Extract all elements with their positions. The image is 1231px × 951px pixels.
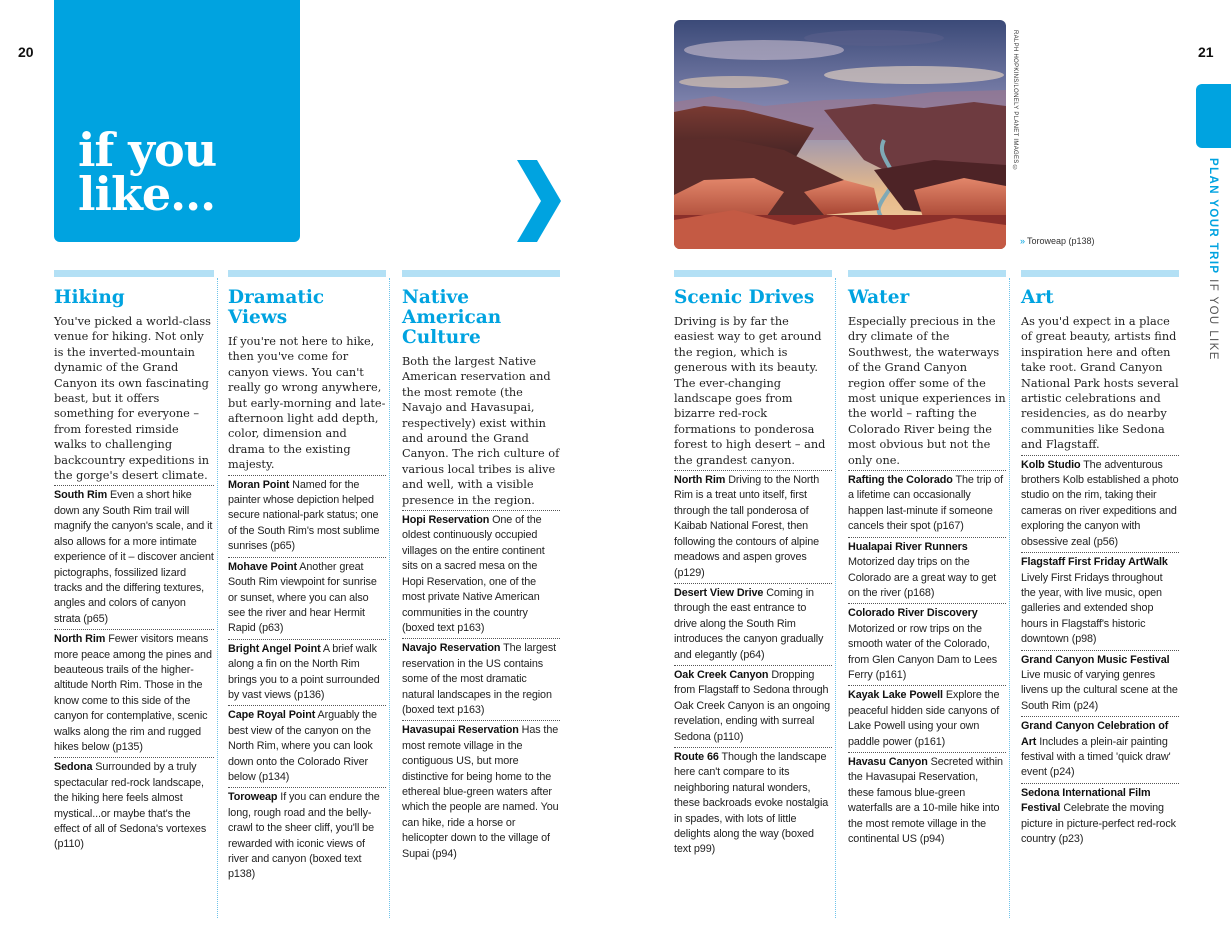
column-heading: Water bbox=[848, 287, 910, 308]
entry bbox=[1021, 651, 1179, 718]
chevron-right-icon bbox=[517, 160, 561, 242]
entry-name: Kayak Lake Powell bbox=[848, 689, 943, 702]
entry-text: Lively First Fridays throughout the year, with live music, open galleries and extended shop hours in Flagstaff's historic downtown (p98) bbox=[1021, 571, 1163, 646]
entry-name: Sedona International Film Festival bbox=[1021, 786, 1151, 815]
entry-text: Secreted within the Havasupai Reservation, these famous blue-green waterfalls are a 10-mile hike into the most remote village in the continental US (p94) bbox=[848, 755, 1003, 845]
canyon-photo bbox=[674, 20, 1006, 249]
column-native-american-culture bbox=[402, 270, 560, 864]
entry-name: North Rim bbox=[674, 474, 726, 487]
entry-text: Though the landscape here can't compare to its neighboring natural wonders, these backroads evoke nostalgia in spades, with lots of little delights along the way (boxed text p99) bbox=[674, 750, 829, 856]
entry-text: Surrounded by a truly spectacular red-rock landscape, the hiking here feels almost mystical...or maybe that's the effect of all of Sedona's vortexes (p110) bbox=[54, 761, 207, 851]
entry-name: Havasu Canyon bbox=[848, 755, 928, 768]
entry-name: Oak Creek Canyon bbox=[674, 668, 769, 681]
entry-text: The adventurous brothers Kolb established a photo studio on the rim, taking their cameras on river expeditions and exploring the canyon with obsessive zeal (p56) bbox=[1021, 458, 1179, 548]
entry bbox=[848, 604, 1006, 686]
column-bar bbox=[228, 270, 386, 277]
entry-text: Named for the painter whose depiction helped secure national-park status; one of the South Rim's most sublime sunrises (p65) bbox=[228, 478, 380, 553]
column-dramatic-views bbox=[228, 270, 386, 885]
column-intro: You've picked a world-class venue for hiking. Not only is the inverted-mountain dynamic of the Grand Canyon its own fascinating beast, but it offers something for everyone – from forested rimside walks to challenging backcountry expeditions in the gorge's desert climate. bbox=[54, 314, 214, 486]
entry bbox=[674, 471, 832, 584]
entry bbox=[1021, 784, 1179, 850]
page-title bbox=[78, 123, 217, 221]
entry-name: Sedona bbox=[54, 761, 93, 774]
column-intro: As you'd expect in a place of great beauty, artists find inspiration here and often take root. Grand Canyon National Park hosts several artistic celebrations and residencies, as do nearby communities like Sedona and Flagstaff. bbox=[1021, 314, 1179, 456]
entry-text: Explore the peaceful hidden side canyons of Lake Powell using your own paddle power (p161) bbox=[848, 689, 1000, 748]
side-tab bbox=[1196, 84, 1231, 148]
entry-name: Desert View Drive bbox=[674, 586, 764, 599]
entry-name: Colorado River Discovery bbox=[848, 607, 978, 620]
section-side-label-rest: IF YOU LIKE bbox=[1207, 274, 1219, 361]
page-title-line-1: if you bbox=[78, 123, 217, 177]
entry bbox=[402, 721, 560, 864]
entry-text: Driving to the North Rim is a treat unto itself, first through the tall ponderosa of Kaibab National Forest, then following the contours of alpine meadows and aspen groves (p129) bbox=[674, 474, 820, 579]
entry-text: Live music of varying genres livens up the cultural scene at the South Rim (p24) bbox=[1021, 668, 1178, 712]
entry-text: Motorized or row trips on the smooth water of the Colorado, from Glen Canyon Dam to Lees Ferry (p161) bbox=[848, 622, 998, 681]
photo-credit: RALPH HOPKINS/LONELY PLANET IMAGES © bbox=[1012, 30, 1018, 172]
entry bbox=[1021, 717, 1179, 784]
entry bbox=[228, 706, 386, 788]
column-bar bbox=[1021, 270, 1179, 277]
entry-text: One of the oldest continuously occupied villages on the entire continent sits on a sacred mesa on the Hopi Reservation, one of the most private Native American communities in the country (boxed text p163) bbox=[402, 514, 545, 634]
entry bbox=[848, 686, 1006, 753]
entry bbox=[54, 758, 214, 854]
entry-text: Coming in through the east entrance to drive along the South Rim introduces the canyon gradually and elegantly (p64) bbox=[674, 586, 824, 661]
column-heading: Hiking bbox=[54, 287, 125, 308]
entry-name: Navajo Reservation bbox=[402, 642, 501, 655]
entry-name: South Rim bbox=[54, 489, 108, 502]
column-heading: Dramatic Views bbox=[228, 287, 325, 328]
column-divider bbox=[835, 278, 836, 918]
entry bbox=[848, 471, 1006, 538]
entry-name: Havasupai Reservation bbox=[402, 724, 519, 737]
entry-text: Another great South Rim viewpoint for sunrise or sunset, where you can also see the river and hear Hermit Rapid (p63) bbox=[228, 560, 377, 635]
title-box bbox=[54, 0, 300, 242]
entry-name: Bright Angel Point bbox=[228, 642, 321, 655]
page-number-left: 20 bbox=[18, 44, 34, 60]
entry-name: Cape Royal Point bbox=[228, 709, 316, 722]
column-scenic-drives bbox=[674, 270, 832, 860]
entry bbox=[848, 753, 1006, 849]
photo-caption bbox=[1020, 236, 1095, 246]
entry bbox=[674, 666, 832, 748]
entry-name: North Rim bbox=[54, 633, 106, 646]
column-divider bbox=[389, 278, 390, 918]
entry-text: If you can endure the long, rough road and the belly-crawl to the sheer cliff, you'll be rewarded with iconic views of river and canyon (boxed text p138) bbox=[228, 791, 380, 881]
column-bar bbox=[402, 270, 560, 277]
column-intro: Driving is by far the easiest way to get around the region, which is generous with its beauty. The ever-changing landscape goes from bizarre red-rock formations to ponderosa forest to high desert – and the grandest canyon. bbox=[674, 314, 832, 471]
entry-text: Even a short hike down any South Rim trail will magnify the canyon's scale, and it also allows for a more intimate experience of it – discover ancient pictographs, fossilized lizard tracks and the differing textures, angles and colors of canyon strata (p65) bbox=[54, 489, 214, 625]
entry-text: The largest reservation in the US contains some of the most dramatic natural landscapes in the region (boxed text p163) bbox=[402, 642, 557, 716]
entry-name: Kolb Studio bbox=[1021, 458, 1081, 471]
column-heading: Scenic Drives bbox=[674, 287, 815, 308]
entry-text: Has the most remote village in the contiguous US, but more distinctive for being home to the ethereal blue-green waters after which the people are named. You can hike, ride a horse or helicopter down to the village of Supai (p94) bbox=[402, 724, 559, 860]
section-side-label bbox=[1207, 158, 1219, 361]
entry bbox=[674, 748, 832, 860]
entry-text: Dropping from Flagstaff to Sedona through Oak Creek Canyon is an ongoing revelation, ending with surreal Sedona (p110) bbox=[674, 668, 831, 743]
entry bbox=[1021, 456, 1179, 553]
column-heading: Art bbox=[1021, 287, 1054, 308]
entry-name: Grand Canyon Music Festival bbox=[1021, 653, 1170, 666]
column-art bbox=[1021, 270, 1179, 849]
entry bbox=[1021, 553, 1179, 650]
entry-text: Fewer visitors means more peace among the pines and beauteous trails of the higher-altitude North Rim. Those in the know come to this side of the canyon for contemplative, scenic walks along the rim and rugged hikes below (p135) bbox=[54, 633, 212, 753]
canyon-photo-image bbox=[674, 20, 1006, 249]
entry-text: The trip of a lifetime can occasionally happen last-minute if someone cancels their spot (p167) bbox=[848, 474, 1003, 533]
entry-text: Arguably the best view of the canyon on the North Rim, where you can look down onto the Colorado River below (p134) bbox=[228, 709, 377, 783]
entry-text: Includes a plein-air painting festival with a timed 'quick draw' event (p24) bbox=[1021, 735, 1171, 779]
page-title-line-2: like... bbox=[78, 167, 216, 221]
entry bbox=[402, 639, 560, 721]
entry-name: Mohave Point bbox=[228, 560, 297, 573]
column-water bbox=[848, 270, 1006, 849]
page-number-right: 21 bbox=[1198, 44, 1214, 60]
entry bbox=[848, 538, 1006, 605]
entry-name: Hualapai River Runners bbox=[848, 540, 968, 553]
column-bar bbox=[848, 270, 1006, 277]
entry bbox=[228, 788, 386, 884]
entry-name: Grand Canyon Celebration of Art bbox=[1021, 720, 1169, 748]
entry bbox=[54, 630, 214, 758]
column-intro: Especially precious in the dry climate of the Southwest, the waterways of the Grand Canyon region offer some of the most unique experiences in the world – rafting the Colorado River being the most obvious but not the only one. bbox=[848, 314, 1006, 471]
entry-name: Route 66 bbox=[674, 750, 719, 763]
column-heading: Native American Culture bbox=[402, 287, 502, 348]
entry-name: Flagstaff First Friday ArtWalk bbox=[1021, 556, 1168, 569]
entry bbox=[54, 486, 214, 630]
entry bbox=[228, 640, 386, 707]
entry-name: Moran Point bbox=[228, 478, 290, 491]
entry-text: Celebrate the moving picture in picture-perfect red-rock country (p23) bbox=[1021, 802, 1176, 845]
entry bbox=[228, 476, 386, 558]
column-divider bbox=[1009, 278, 1010, 918]
column-divider bbox=[217, 278, 218, 918]
entry-text: A brief walk along a fin on the North Rim brings you to a point surrounded by vast views (p136) bbox=[228, 642, 380, 701]
column-bar bbox=[54, 270, 214, 277]
entry-name: Rafting the Colorado bbox=[848, 474, 953, 487]
entry-name: Hopi Reservation bbox=[402, 514, 490, 527]
caption-marker: » bbox=[1020, 236, 1026, 246]
entry bbox=[402, 511, 560, 639]
column-intro: If you're not here to hike, then you've come for canyon views. You can't really go wrong anywhere, but early-morning and late-afternoon light add depth, color, dimension and drama to the existing majesty. bbox=[228, 334, 386, 476]
entry bbox=[674, 584, 832, 666]
entry bbox=[228, 558, 386, 640]
entry-text: Motorized day trips on the Colorado are a great way to get on the river (p168) bbox=[848, 556, 997, 599]
entry-name: Toroweap bbox=[228, 791, 278, 804]
column-intro: Both the largest Native American reservation and the most remote (the Navajo and Havasupai, respectively) exist within and around the Grand Canyon. The rich culture of various local tribes is alive and well, with a visible presence in the region. bbox=[402, 354, 560, 511]
section-side-label-strong: PLAN YOUR TRIP bbox=[1207, 158, 1219, 275]
column-hiking bbox=[54, 270, 214, 855]
photo-caption-text: Toroweap (p138) bbox=[1027, 236, 1095, 246]
column-bar bbox=[674, 270, 832, 277]
